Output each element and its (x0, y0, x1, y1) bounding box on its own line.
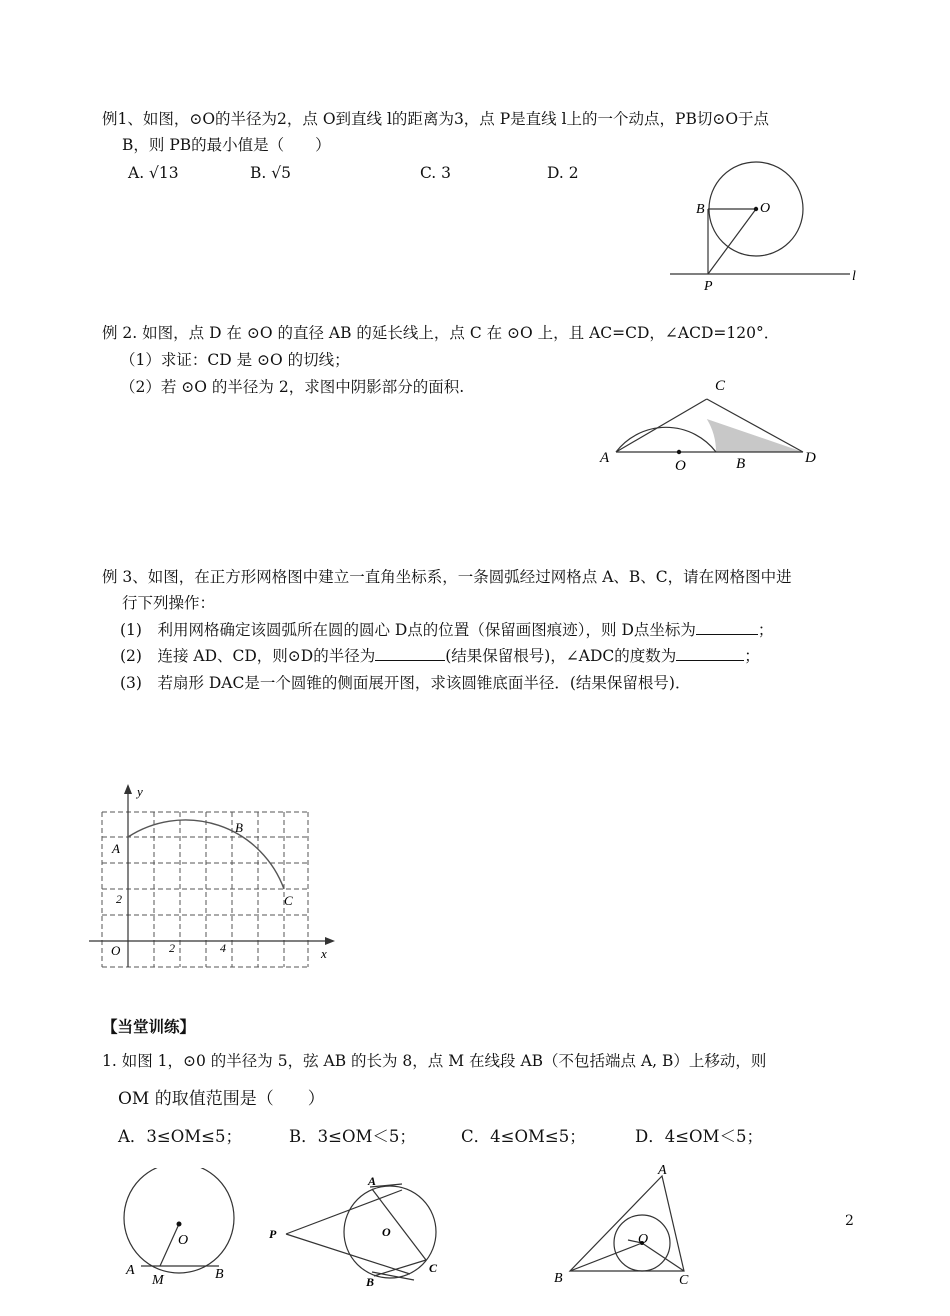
ex3-q3: (3) 若扇形 DAC是一个圆锥的侧面展开图，求该圆锥底面半径．(结果保留根号)． (120, 674, 691, 692)
blank-angle[interactable] (676, 646, 744, 661)
training-q1-line2: OM 的取值范围是（ ） (118, 1089, 325, 1109)
fig1-label-a: A (126, 1263, 135, 1278)
page-number: 2 (845, 1213, 854, 1229)
ex2-semicircle (616, 427, 716, 452)
fig2-label-a: A (368, 1174, 377, 1188)
training-option-d: D．4≤OM＜5； (635, 1127, 763, 1146)
fig2-label-p: P (269, 1227, 277, 1241)
training-fig3 (552, 1158, 702, 1293)
ex3-label-y: y (137, 784, 143, 799)
ex1-label-b: B (696, 202, 705, 217)
ex2-figure (595, 370, 825, 480)
ex3-grid-figure (85, 780, 345, 975)
ex2-label-c: C (715, 378, 726, 394)
fig1-label-b: B (215, 1267, 224, 1282)
ex2-q1: （1）求证：CD 是 ⊙O 的切线； (120, 351, 350, 369)
ex3-label-o: O (111, 943, 121, 958)
fig2-label-o: O (382, 1225, 391, 1239)
ex2-label-a: A (600, 450, 610, 466)
ex3-label-c: C (284, 893, 293, 908)
ex2-q2: （2）若 ⊙O 的半径为 2，求图中阴影部分的面积. (120, 378, 465, 396)
fig1-label-o: O (178, 1233, 189, 1248)
ex2-label-d: D (805, 450, 816, 466)
ex1-option-b: B. √5 (250, 164, 291, 182)
ex2-label-b: B (736, 456, 746, 472)
fig2-label-c: C (429, 1261, 438, 1275)
fig3-label-a: A (658, 1163, 667, 1178)
ex1-label-l: l (852, 269, 856, 284)
ex1-line2: B，则 PB的最小值是（ ） (122, 136, 331, 154)
ex1-line1: 例1、如图，⊙O的半径为2，点 O到直线 l的距离为3，点 P是直线 l上的一个动点，PB切⊙O于点 (102, 110, 770, 128)
fig3-label-b: B (554, 1271, 563, 1286)
ex1-label-o: O (760, 201, 771, 216)
ex1-label-p: P (704, 279, 713, 294)
fig2-label-b: B (366, 1275, 375, 1289)
blank-d-coordinate[interactable] (696, 620, 758, 635)
training-q1-line1: 1. 如图 1，⊙0 的半径为 5，弦 AB 的长为 8，点 M 在线段 AB（不包括端点 A, B）上移动，则 (102, 1052, 767, 1070)
ex3-q1: (1) 利用网格确定该圆弧所在圆的圆心 D点的位置（保留画图痕迹），则 D点坐标为 ； (120, 621, 774, 639)
ex3-label-b: B (235, 820, 243, 835)
training-heading: 【当堂训练】 (102, 1017, 196, 1036)
training-fig1 (118, 1168, 248, 1288)
ex1-option-d: D. 2 (547, 164, 579, 182)
ex1-option-a: A. √13 (128, 164, 179, 182)
training-fig2 (262, 1172, 452, 1290)
ex1-figure (660, 150, 870, 295)
ex3-tick-x4: 4 (220, 941, 226, 955)
fig3-label-o: O (638, 1232, 649, 1247)
ex3-label-a: A (112, 841, 120, 856)
ex3-tick-y2: 2 (116, 892, 122, 906)
ex1-option-c: C. 3 (420, 164, 452, 182)
ex3-tick-x2: 2 (169, 941, 175, 955)
ex2-shaded-region (707, 419, 803, 452)
training-option-c: C．4≤OM≤5； (461, 1127, 586, 1146)
ex3-line2: 行下列操作： (122, 594, 216, 612)
training-option-a: A．3≤OM≤5； (118, 1127, 242, 1146)
ex2-line1: 例 2. 如图，点 D 在 ⊙O 的直径 AB 的延长线上，点 C 在 ⊙O 上，且 AC=CD，∠ACD=120°． (102, 324, 780, 342)
fig3-label-c: C (679, 1273, 689, 1288)
fig1-label-m: M (152, 1273, 164, 1288)
training-option-b: B．3≤OM＜5； (289, 1127, 416, 1146)
blank-radius[interactable] (375, 646, 445, 661)
ex2-label-o: O (675, 458, 686, 474)
ex3-line1: 例 3、如图，在正方形网格图中建立一直角坐标系，一条圆弧经过网格点 A、B、C，请在网格图中进 (102, 568, 792, 586)
ex3-grid (102, 812, 308, 967)
ex3-label-x: x (321, 946, 327, 961)
ex3-q2: (2) 连接 AD、CD，则⊙D的半径为 (结果保留根号)，∠ADC的度数为 ； (120, 647, 760, 665)
